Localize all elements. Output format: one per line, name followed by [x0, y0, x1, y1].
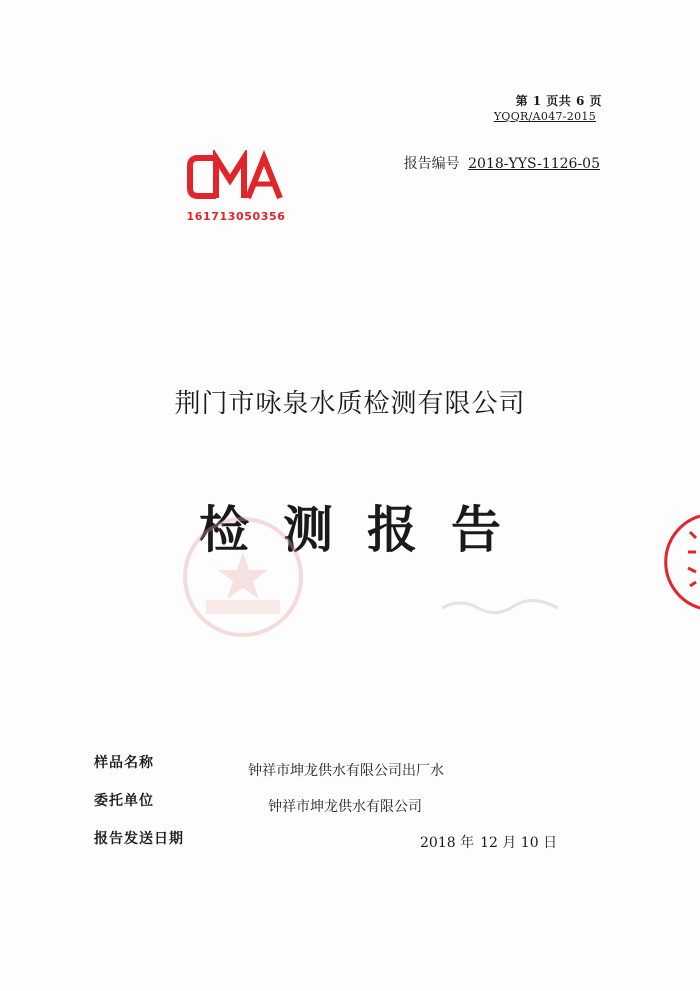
- faint-seal-stamp: [178, 512, 308, 642]
- report-date-label: 报告发送日期: [94, 831, 184, 847]
- cma-certification-logo: [186, 150, 286, 226]
- report-number: [404, 153, 600, 173]
- page-count: 第 1 页共 6 页: [515, 94, 602, 108]
- report-date-year: 2018 年: [420, 835, 475, 851]
- cma-number: 161713050356: [186, 210, 286, 223]
- client-label: 委托单位: [94, 793, 154, 809]
- sample-name-value: 钟祥市坤龙供水有限公司出厂水: [248, 763, 444, 779]
- sample-name-label: 样品名称: [94, 755, 154, 771]
- report-date-value: [420, 832, 563, 852]
- report-number-value: 2018-YYS-1126-05: [468, 156, 600, 172]
- form-code: YQQR/A047-2015: [493, 110, 596, 123]
- company-name: 荆门市咏泉水质检测有限公司: [174, 389, 526, 419]
- document-title: 检测报告: [199, 500, 535, 559]
- report-date-month-day: 12 月 10 日: [480, 835, 558, 851]
- report-number-label: 报告编号: [403, 156, 460, 172]
- faint-signature-mark: [440, 596, 560, 616]
- client-value: 钟祥市坤龙供水有限公司: [268, 799, 422, 815]
- edge-seal-stamp: [660, 512, 700, 612]
